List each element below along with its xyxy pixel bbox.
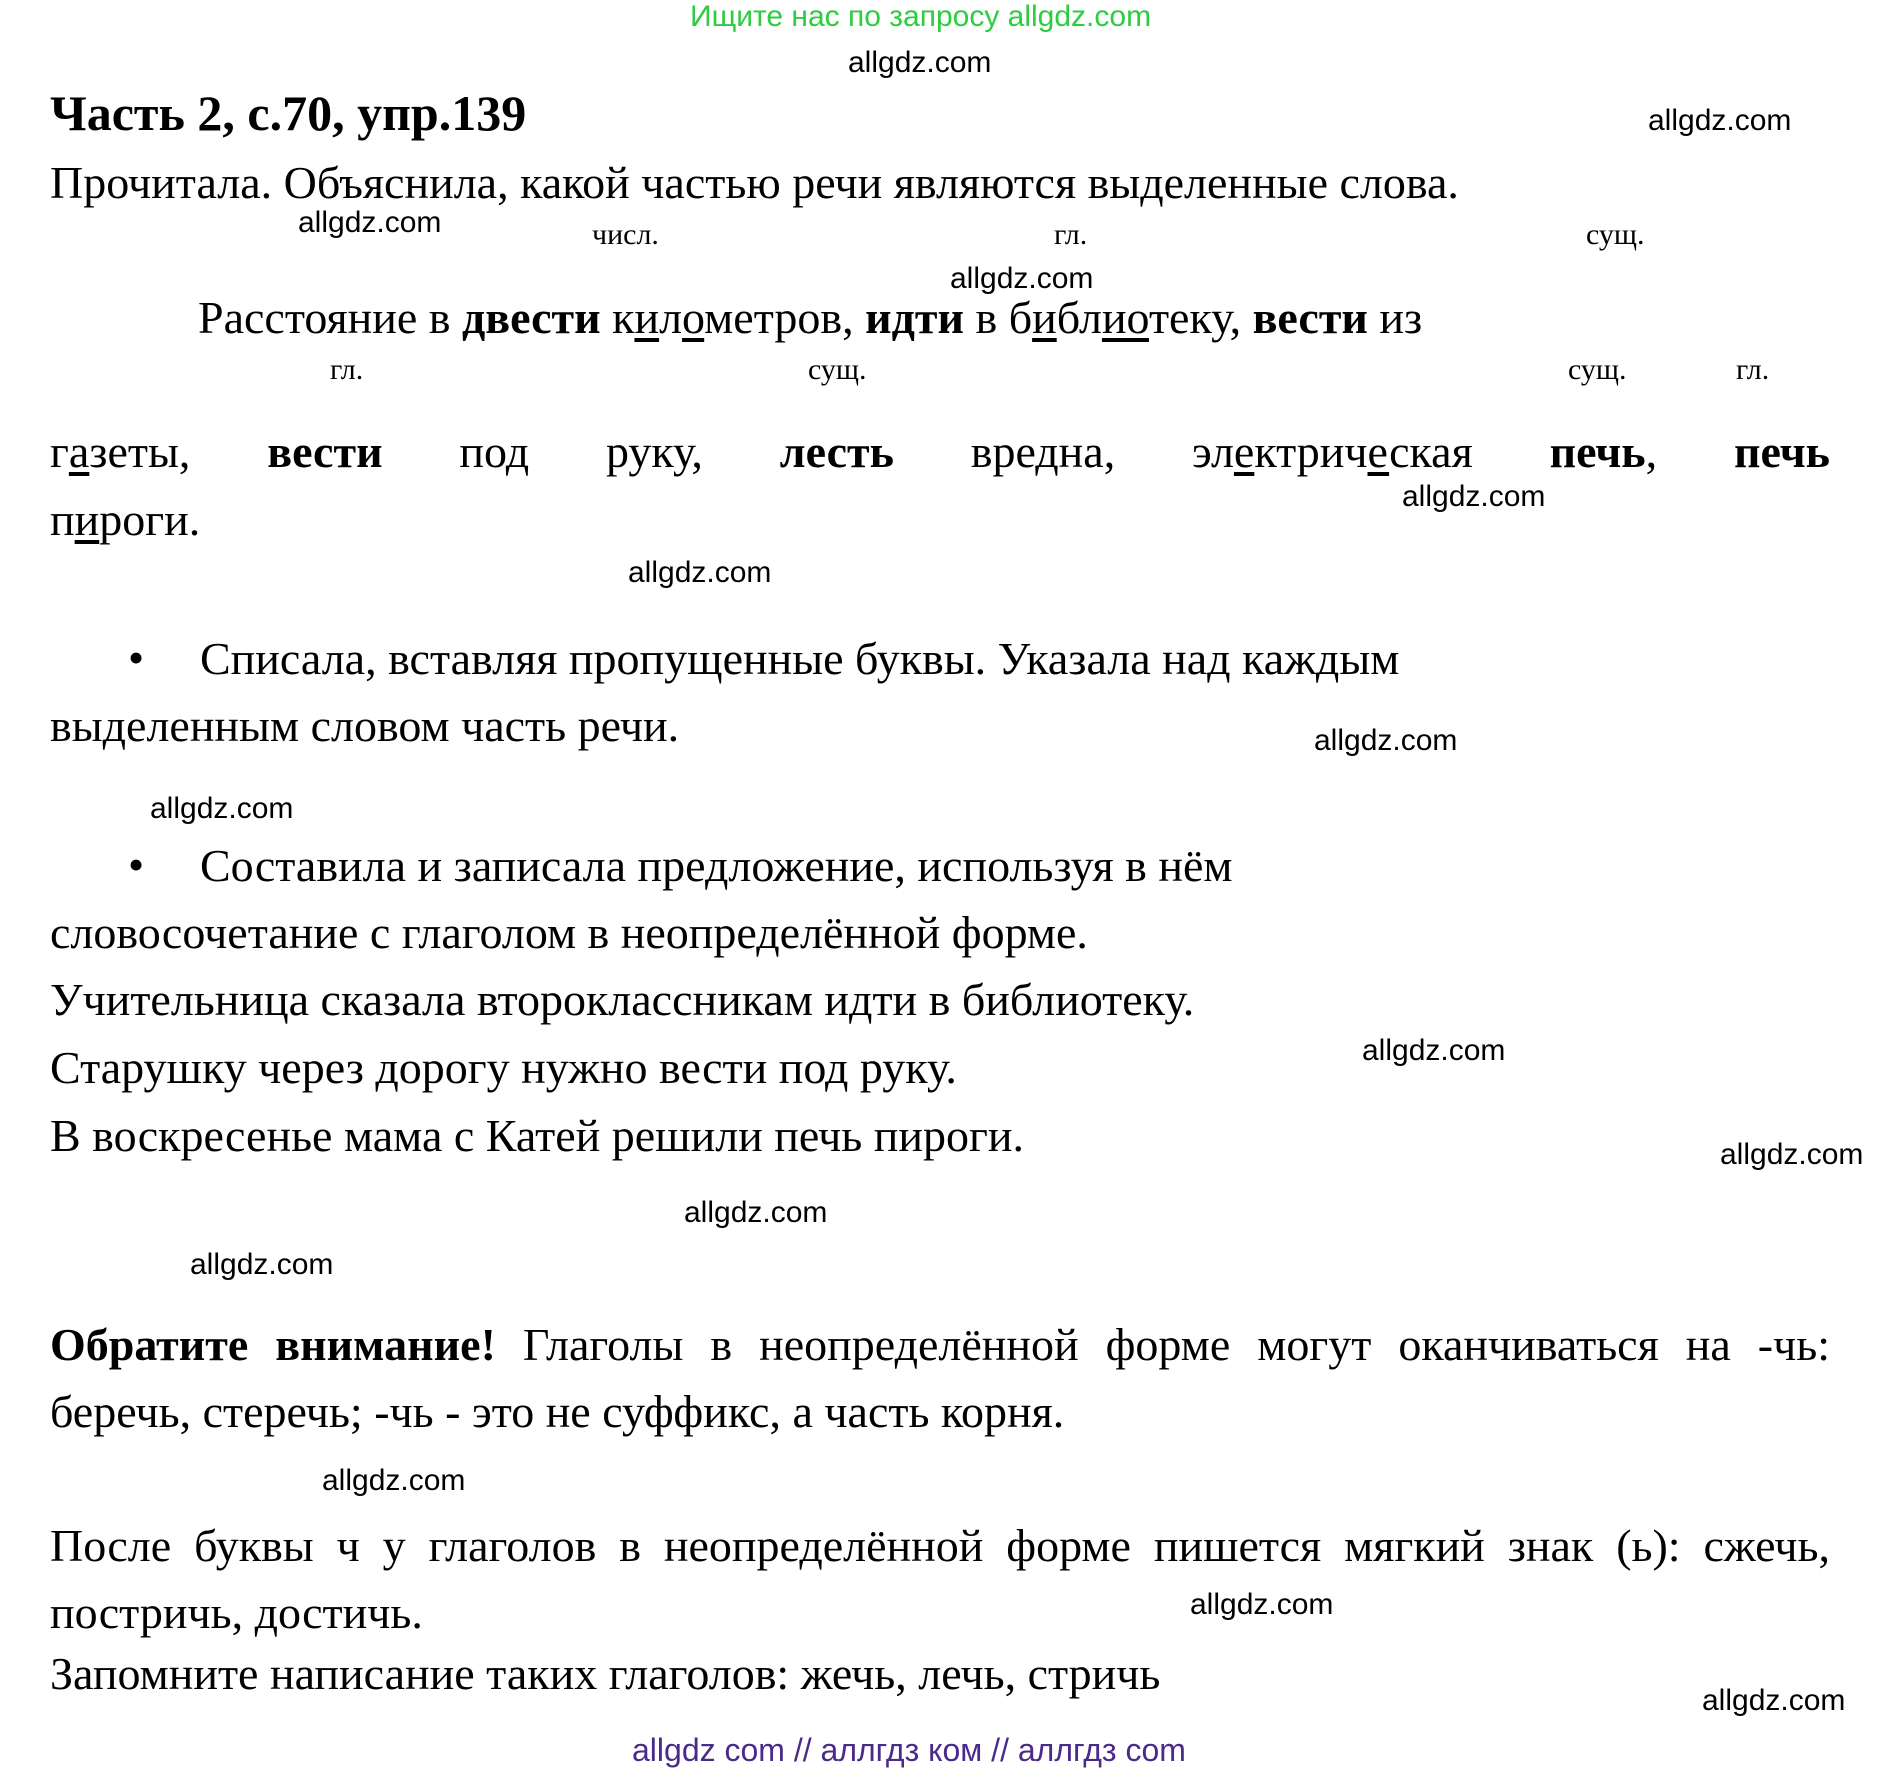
watermark: allgdz.com: [848, 46, 992, 79]
pos-label: сущ.: [808, 353, 867, 386]
pos-label: гл.: [1736, 353, 1770, 386]
footer-links: allgdz com // аллгдз ком // аллгдз com: [632, 1732, 1186, 1768]
example-sentence: Учительница сказала второклассникам идти в библиотеку.: [50, 974, 1195, 1025]
task-text: словосочетание с глаголом в неопределённой форме.: [50, 907, 1088, 958]
pos-label: сущ.: [1586, 218, 1645, 251]
task-text: Составила и записала предложение, используя в нём: [200, 840, 1233, 891]
task-text: Списала, вставляя пропущенные буквы. Указала над каждым: [200, 633, 1400, 684]
watermark: allgdz.com: [1648, 104, 1792, 137]
watermark: allgdz.com: [1402, 480, 1546, 513]
exercise-sentence-line: Расстояние в двести километров, идти в библиотеку, вести из: [198, 292, 1423, 343]
watermark: allgdz.com: [1190, 1588, 1334, 1621]
watermark: allgdz.com: [1720, 1138, 1864, 1171]
example-sentence: В воскресенье мама с Катей решили печь пироги.: [50, 1110, 1024, 1161]
note-heading: Обратите внимание!: [50, 1319, 496, 1370]
bullet-icon: •: [128, 839, 145, 890]
exercise-sentence-line: газеты, вести под руку, лесть вредна, электрическая печь, печь: [50, 426, 1830, 477]
watermark: allgdz.com: [1362, 1034, 1506, 1067]
watermark: allgdz.com: [1314, 724, 1458, 757]
pos-label: гл.: [1054, 218, 1088, 251]
pos-label: гл.: [330, 353, 364, 386]
watermark: allgdz.com: [150, 792, 294, 825]
note-paragraph: После буквы ч у глаголов в неопределённой форме пишется мягкий знак (ь): сжечь, постричь, достичь.: [50, 1520, 1830, 1638]
example-sentence: Старушку через дорогу нужно вести под руку.: [50, 1042, 957, 1093]
pos-label: сущ.: [1568, 353, 1627, 386]
page-title: Часть 2, с.70, упр.139: [50, 85, 527, 141]
watermark: allgdz.com: [1702, 1684, 1846, 1717]
exercise-sentence-line: пироги.: [50, 494, 201, 545]
note-paragraph: Обратите внимание! Глаголы в неопределённой форме могут оканчиваться на -чь: беречь, стеречь; -чь - это не суффикс, а часть корня.: [50, 1319, 1830, 1437]
bullet-icon: •: [128, 632, 145, 683]
watermark: allgdz.com: [684, 1196, 828, 1229]
watermark: allgdz.com: [628, 556, 772, 589]
instruction-text: Прочитала. Объяснила, какой частью речи являются выделенные слова.: [50, 157, 1459, 208]
note-paragraph: Запомните написание таких глаголов: жечь, лечь, стричь: [50, 1648, 1161, 1699]
watermark: allgdz.com: [322, 1464, 466, 1497]
watermark: allgdz.com: [298, 206, 442, 239]
task-text: выделенным словом часть речи.: [50, 700, 680, 751]
pos-label: числ.: [592, 218, 659, 251]
search-banner: Ищите нас по запросу allgdz.com: [690, 0, 1152, 33]
watermark: allgdz.com: [950, 262, 1094, 295]
watermark: allgdz.com: [190, 1248, 334, 1281]
